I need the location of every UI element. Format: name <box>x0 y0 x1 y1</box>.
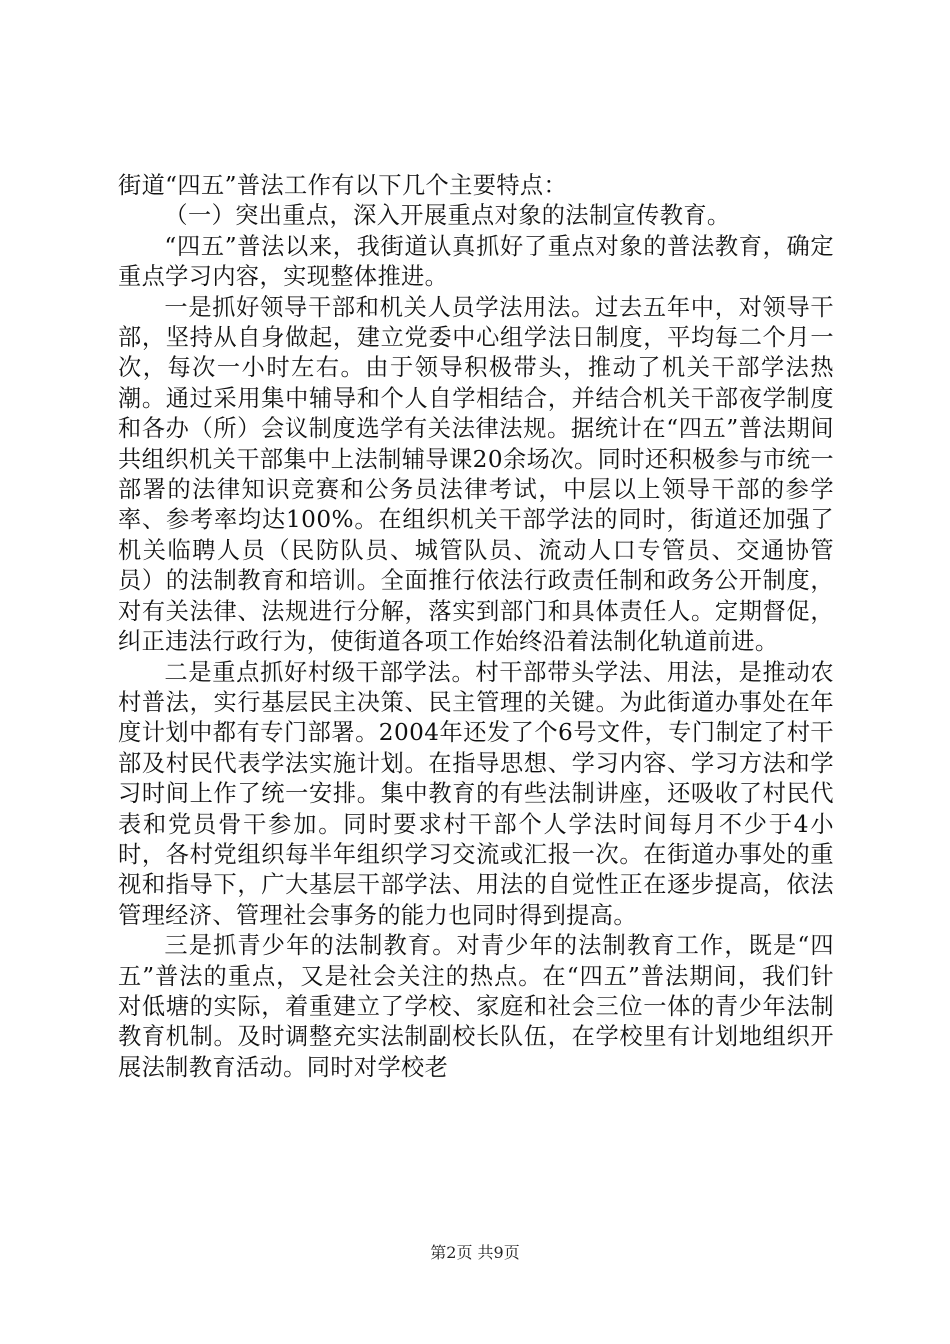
section-heading-1: （一）突出重点，深入开展重点对象的法制宣传教育。 <box>164 202 731 230</box>
paragraph-village-cadres: 二是重点抓好村级干部学法。村干部带头学法、用法，是推动农村普法，实行基层民主决策、民主管理的关键。为此街道办事处在年度计划中都有专门部署。2004年还发了个6号文件，专门制定了村干部及村民代表学法实施计划。在指导思想、学习内容、学习方法和学习时间上作了统一安排。集中教育的有些法制讲座，还吸收了村民代表和党员骨干参加。同时要求村干部个人学法时间每月不少于4小时，各村党组织每半年组织学习交流或汇报一次。在街道办事处的重视和指导下，广大基层干部学法、用法的自觉性正在逐步提高，依法管理经济、管理社会事务的能力也同时得到提高。 <box>118 658 834 929</box>
paragraph-leaders: 一是抓好领导干部和机关人员学法用法。过去五年中，对领导干部，坚持从自身做起，建立党委中心组学法日制度，平均每二个月一次，每次一小时左右。由于领导积极带头，推动了机关干部学法热潮。通过采用集中辅导和个人自学相结合，并结合机关干部夜学制度和各办（所）会议制度选学有关法律法规。据统计在“四五”普法期间共组织机关干部集中上法制辅导课20余场次。同时还积极参与市统一部署的法律知识竞赛和公务员法律考试，中层以上领导干部的参学率、参考率均达100%。在组织机关干部学法的同时，街道还加强了机关临聘人员（民防队员、城管队员、流动人口专管员、交通协管员）的法制教育和培训。全面推行依法行政责任制和政务公开制度，对有关法律、法规进行分解，落实到部门和具体责任人。定期督促，纠正违法行政行为，使街道各项工作始终沿着法制化轨道前进。 <box>118 293 834 656</box>
paragraph-youth: 三是抓青少年的法制教育。对青少年的法制教育工作，既是“四五”普法的重点，又是社会关注的热点。在“四五”普法期间，我们针对低塘的实际，着重建立了学校、家庭和社会三位一体的青少年法制教育机制。及时调整充实法制副校长队伍，在学校里有计划地组织开展法制教育活动。同时对学校老 <box>118 932 834 1081</box>
paragraph-overview: “四五”普法以来，我街道认真抓好了重点对象的普法教育，确定重点学习内容，实现整体推进。 <box>118 232 834 291</box>
document-body <box>118 171 834 1083</box>
page-number-footer: 第2页 共9页 <box>430 1243 520 1262</box>
paragraph-intro: 街道“四五”普法工作有以下几个主要特点： <box>118 172 568 199</box>
